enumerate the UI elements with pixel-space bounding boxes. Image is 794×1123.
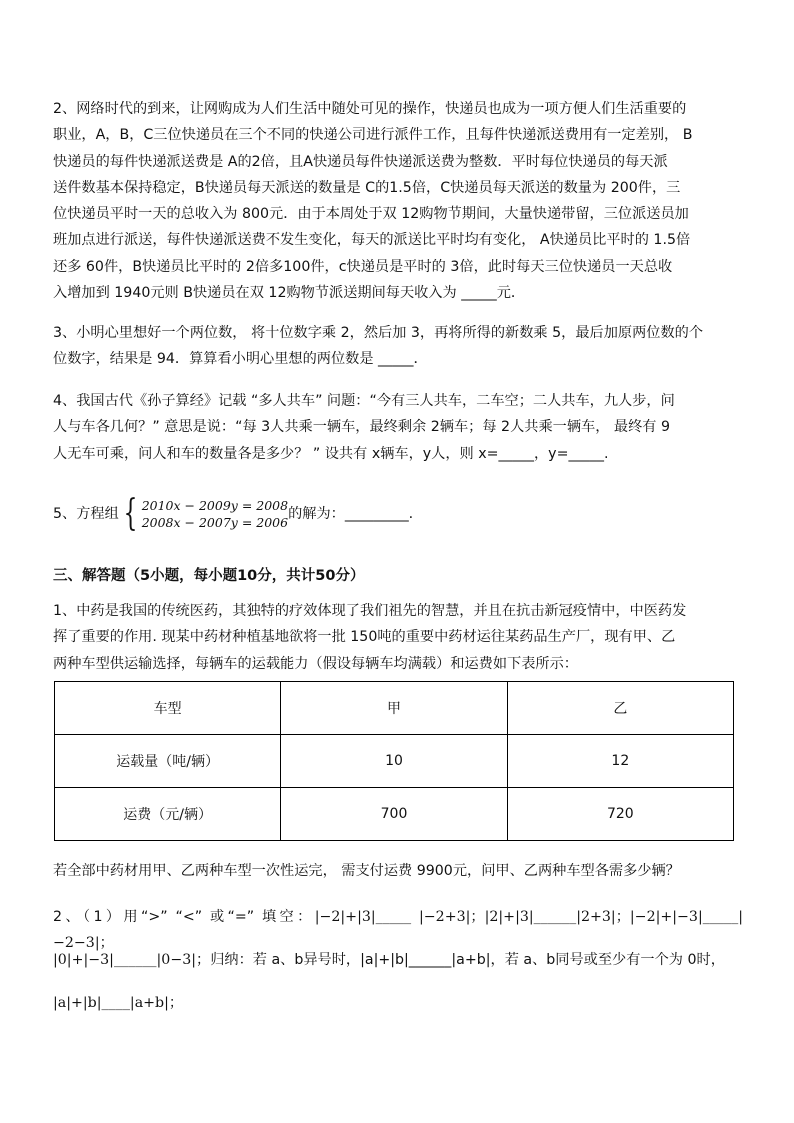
question-3-text	[53, 320, 743, 373]
table-row	[55, 788, 734, 841]
q2-line: 送件数基本保持稳定，B快递员每天派送的数量是 C的1.5倍，C快递员每天派送的数量为 200件，三	[53, 179, 681, 196]
q2-line: 班加点进行派送，每件快递派送费不发生变化，每天的派送比平时均有变化， A快递员比平时的 1.5倍	[53, 232, 691, 249]
table-header-cell: 车型	[55, 682, 281, 735]
question-2-text	[53, 96, 743, 306]
q4-line: 人与车各几何？” 意思是说：“每 3人共乘一辆车，最终剩余 2辆车；每 2人共乘一辆车， 最终有 9	[53, 419, 670, 436]
s3q1-line: 1、中药是我国的传统医药，其独特的疗效体现了我们祖先的智慧，并且在抗击新冠疫情中，中医药发	[53, 603, 687, 619]
equation-2: 2008x − 2007y = 2006	[141, 515, 289, 530]
table-header-row	[55, 682, 734, 735]
s3q2-intro: 2、（1）用“>” “<” 或“=” 填空：	[53, 909, 315, 925]
table-cell: 运费（元/辆）	[55, 788, 281, 841]
fill-item: |2|+|3|______|2+3|；	[484, 909, 630, 925]
section-3-question-2-line-2	[53, 947, 743, 973]
q2-line: 还多 60件，B快递员比平时的 2倍多100件，c快递员是平时的 3倍，此时每天三位快递员一天总收	[53, 258, 673, 275]
s3q1-line: 挥了重要的作用. 现某中药材种植基地欲将一批 150吨的重要中药材运往某药品生产厂，现有甲、乙	[53, 629, 676, 646]
q5-prefix: 5、方程组	[53, 506, 119, 522]
fill-item: |−2|+|3|_____ |−2+3|；	[314, 909, 485, 925]
q5-suffix: 的解为：_________.	[288, 506, 414, 522]
table-cell: 运载量（吨/辆）	[55, 735, 281, 788]
q3-line: 3、小明心里想好一个两位数， 将十位数字乘 2，然后加 3，再将所得的新数乘 5，最后加原两位数的个	[53, 325, 704, 341]
table-cell: 12	[507, 735, 733, 788]
section-3-heading: 三、解答题（5小题，每小题10分，共计50分）	[53, 568, 365, 584]
q2-line: 快递员的每件快递派送费是 A的2倍，且A快递员每件快递派送费为整数．平时每位快递员的每天派	[53, 153, 668, 170]
vehicle-table	[54, 681, 734, 841]
q2-line: 职业，A，B，C三位快递员在三个不同的快递公司进行派件工作，且每件快递派送费用有一定差别， B	[53, 127, 693, 144]
q3-line: 位数字，结果是 94．算算看小明心里想的两位数是 _____．	[53, 351, 428, 368]
section-3-question-2-line-3	[53, 990, 743, 1016]
fill-item: |0|+|−3|______|0−3|；	[53, 952, 211, 968]
s3q1-question	[53, 858, 743, 884]
question-4-text	[53, 388, 743, 467]
table-cell: 10	[281, 735, 507, 788]
q4-line: 4、我国古代《孙子算经》记载 “多人共车” 问题：“今有三人共车，二车空；二人共车，九人步，问	[53, 393, 675, 409]
table-cell: 720	[507, 788, 733, 841]
fill-item: |a|+|b|____|a+b|；	[53, 995, 184, 1011]
q4-line: 人无车可乘，问人和车的数量各是多少？ ” 设共有 x辆车，y人，则 x=_____，y=_____.	[53, 445, 609, 462]
q2-line: 入增加到 1940元则 B快递员在双 12购物节派送期间每天收入为 _____元．	[53, 285, 526, 302]
s3q2-generalize: 归纳：若 a、b异号时，|a|+|b|______|a+b|，若 a、b同号或至少有一个为 0时，	[210, 952, 725, 968]
q2-line: 位快递员平时一天的总收入为 800元．由于本周处于双 12购物节期间，大量快递带留，三位派送员加	[53, 206, 689, 223]
table-header-cell: 乙	[507, 682, 733, 735]
s3q1-line: 两种车型供运输选择，每辆车的运载能力（假设每辆车均满载）和运费如下表所示：	[53, 655, 578, 672]
table-cell: 700	[281, 788, 507, 841]
table-header-cell: 甲	[281, 682, 507, 735]
s3q1-question-text: 若全部中药材用甲、乙两种车型一次性运完， 需支付运费 9900元，问甲、乙两种车型各需多少辆？	[53, 863, 680, 879]
brace-symbol: {	[123, 493, 138, 534]
section-3-question-1-text	[53, 598, 743, 677]
equation-1: 2010x − 2009y = 2008	[141, 498, 289, 513]
table-row	[55, 735, 734, 788]
question-5-text	[53, 492, 743, 536]
fill-item: |−2|+|−3|_____|−2−3|；	[53, 909, 743, 951]
q2-line: 2、网络时代的到来，让网购成为人们生活中随处可见的操作，快递员也成为一项方便人们生活重要的	[53, 101, 687, 117]
equation-system	[119, 492, 288, 536]
